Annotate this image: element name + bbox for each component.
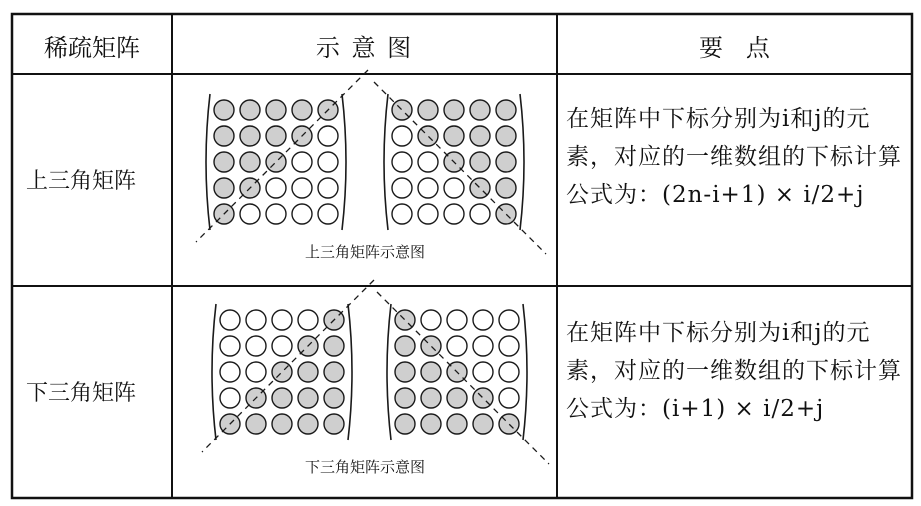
matrix-element — [444, 100, 464, 120]
matrix-element — [392, 126, 412, 146]
matrix-element — [298, 362, 318, 382]
matrix-element — [220, 388, 240, 408]
matrix-element — [214, 126, 234, 146]
matrix-element — [444, 204, 464, 224]
matrix-element — [473, 414, 493, 434]
matrix-element — [392, 204, 412, 224]
matrix-element — [395, 388, 415, 408]
matrix-element — [444, 126, 464, 146]
matrix-element — [318, 152, 338, 172]
header-col-diagram: 示 意 图 — [315, 34, 414, 62]
matrix-diagrams — [196, 70, 549, 464]
matrix-element — [292, 152, 312, 172]
matrix-element — [421, 362, 441, 382]
matrix-element — [395, 414, 415, 434]
matrix-element — [298, 388, 318, 408]
matrix-element — [220, 310, 240, 330]
matrix-element — [292, 100, 312, 120]
matrix-element — [496, 152, 516, 172]
matrix-element — [246, 362, 266, 382]
matrix-element — [421, 310, 441, 330]
matrix-element — [318, 126, 338, 146]
matrix-element — [447, 336, 467, 356]
matrix-element — [272, 336, 292, 356]
matrix-element — [499, 362, 519, 382]
upper-matrix-left — [196, 70, 368, 242]
matrix-element — [421, 414, 441, 434]
matrix-element — [470, 152, 490, 172]
matrix-element — [473, 310, 493, 330]
matrix-element — [272, 362, 292, 382]
matrix-element — [470, 100, 490, 120]
matrix-element — [318, 178, 338, 198]
matrix-element — [418, 152, 438, 172]
matrix-element — [240, 100, 260, 120]
matrix-element — [392, 178, 412, 198]
matrix-element — [418, 178, 438, 198]
matrix-element — [473, 362, 493, 382]
matrix-element — [246, 310, 266, 330]
matrix-element — [499, 310, 519, 330]
matrix-element — [292, 178, 312, 198]
matrix-element — [418, 100, 438, 120]
matrix-element — [246, 336, 266, 356]
matrix-element — [499, 388, 519, 408]
matrix-element — [395, 362, 415, 382]
row-lower-name: 下三角矩阵 — [26, 381, 137, 406]
matrix-element — [496, 100, 516, 120]
matrix-element — [214, 100, 234, 120]
matrix-element — [496, 126, 516, 146]
matrix-element — [447, 414, 467, 434]
row-upper-desc: 在矩阵中下标分别为i和j的元素，对应的一维数组的下标计算公式为：(2n-i+1) × i/2+j — [566, 106, 902, 208]
matrix-element — [266, 204, 286, 224]
row-upper-name: 上三角矩阵 — [26, 169, 137, 194]
matrix-element — [266, 152, 286, 172]
matrix-element — [240, 204, 260, 224]
upper-matrix-right — [374, 82, 546, 254]
matrix-element — [240, 152, 260, 172]
matrix-element — [421, 388, 441, 408]
header-col-keypoints: 要 点 — [699, 34, 770, 62]
matrix-element — [447, 388, 467, 408]
matrix-element — [214, 178, 234, 198]
matrix-element — [214, 152, 234, 172]
matrix-element — [395, 336, 415, 356]
matrix-element — [266, 178, 286, 198]
matrix-element — [318, 204, 338, 224]
matrix-element — [499, 336, 519, 356]
matrix-element — [392, 152, 412, 172]
lower-matrix-left — [202, 280, 374, 452]
matrix-element — [324, 362, 344, 382]
matrix-element — [473, 336, 493, 356]
header-col-name: 稀疏矩阵 — [44, 34, 140, 62]
matrix-element — [324, 388, 344, 408]
matrix-element — [266, 100, 286, 120]
matrix-element — [418, 204, 438, 224]
matrix-element — [496, 178, 516, 198]
matrix-element — [298, 310, 318, 330]
matrix-element — [220, 362, 240, 382]
row-lower-desc: 在矩阵中下标分别为i和j的元素，对应的一维数组的下标计算公式为：(i+1) × i/2+j — [566, 320, 902, 422]
row-lower-caption: 下三角矩阵示意图 — [304, 458, 425, 476]
matrix-element — [240, 126, 260, 146]
matrix-element — [292, 204, 312, 224]
lower-matrix-right — [377, 292, 549, 464]
matrix-element — [220, 336, 240, 356]
matrix-element — [447, 310, 467, 330]
matrix-element — [324, 414, 344, 434]
matrix-element — [470, 126, 490, 146]
matrix-element — [298, 414, 318, 434]
row-upper-caption: 上三角矩阵示意图 — [304, 243, 425, 261]
matrix-element — [444, 178, 464, 198]
matrix-element — [470, 204, 490, 224]
matrix-element — [266, 126, 286, 146]
matrix-element — [272, 388, 292, 408]
matrix-element — [246, 414, 266, 434]
matrix-element — [272, 414, 292, 434]
matrix-element — [272, 310, 292, 330]
matrix-element — [324, 336, 344, 356]
